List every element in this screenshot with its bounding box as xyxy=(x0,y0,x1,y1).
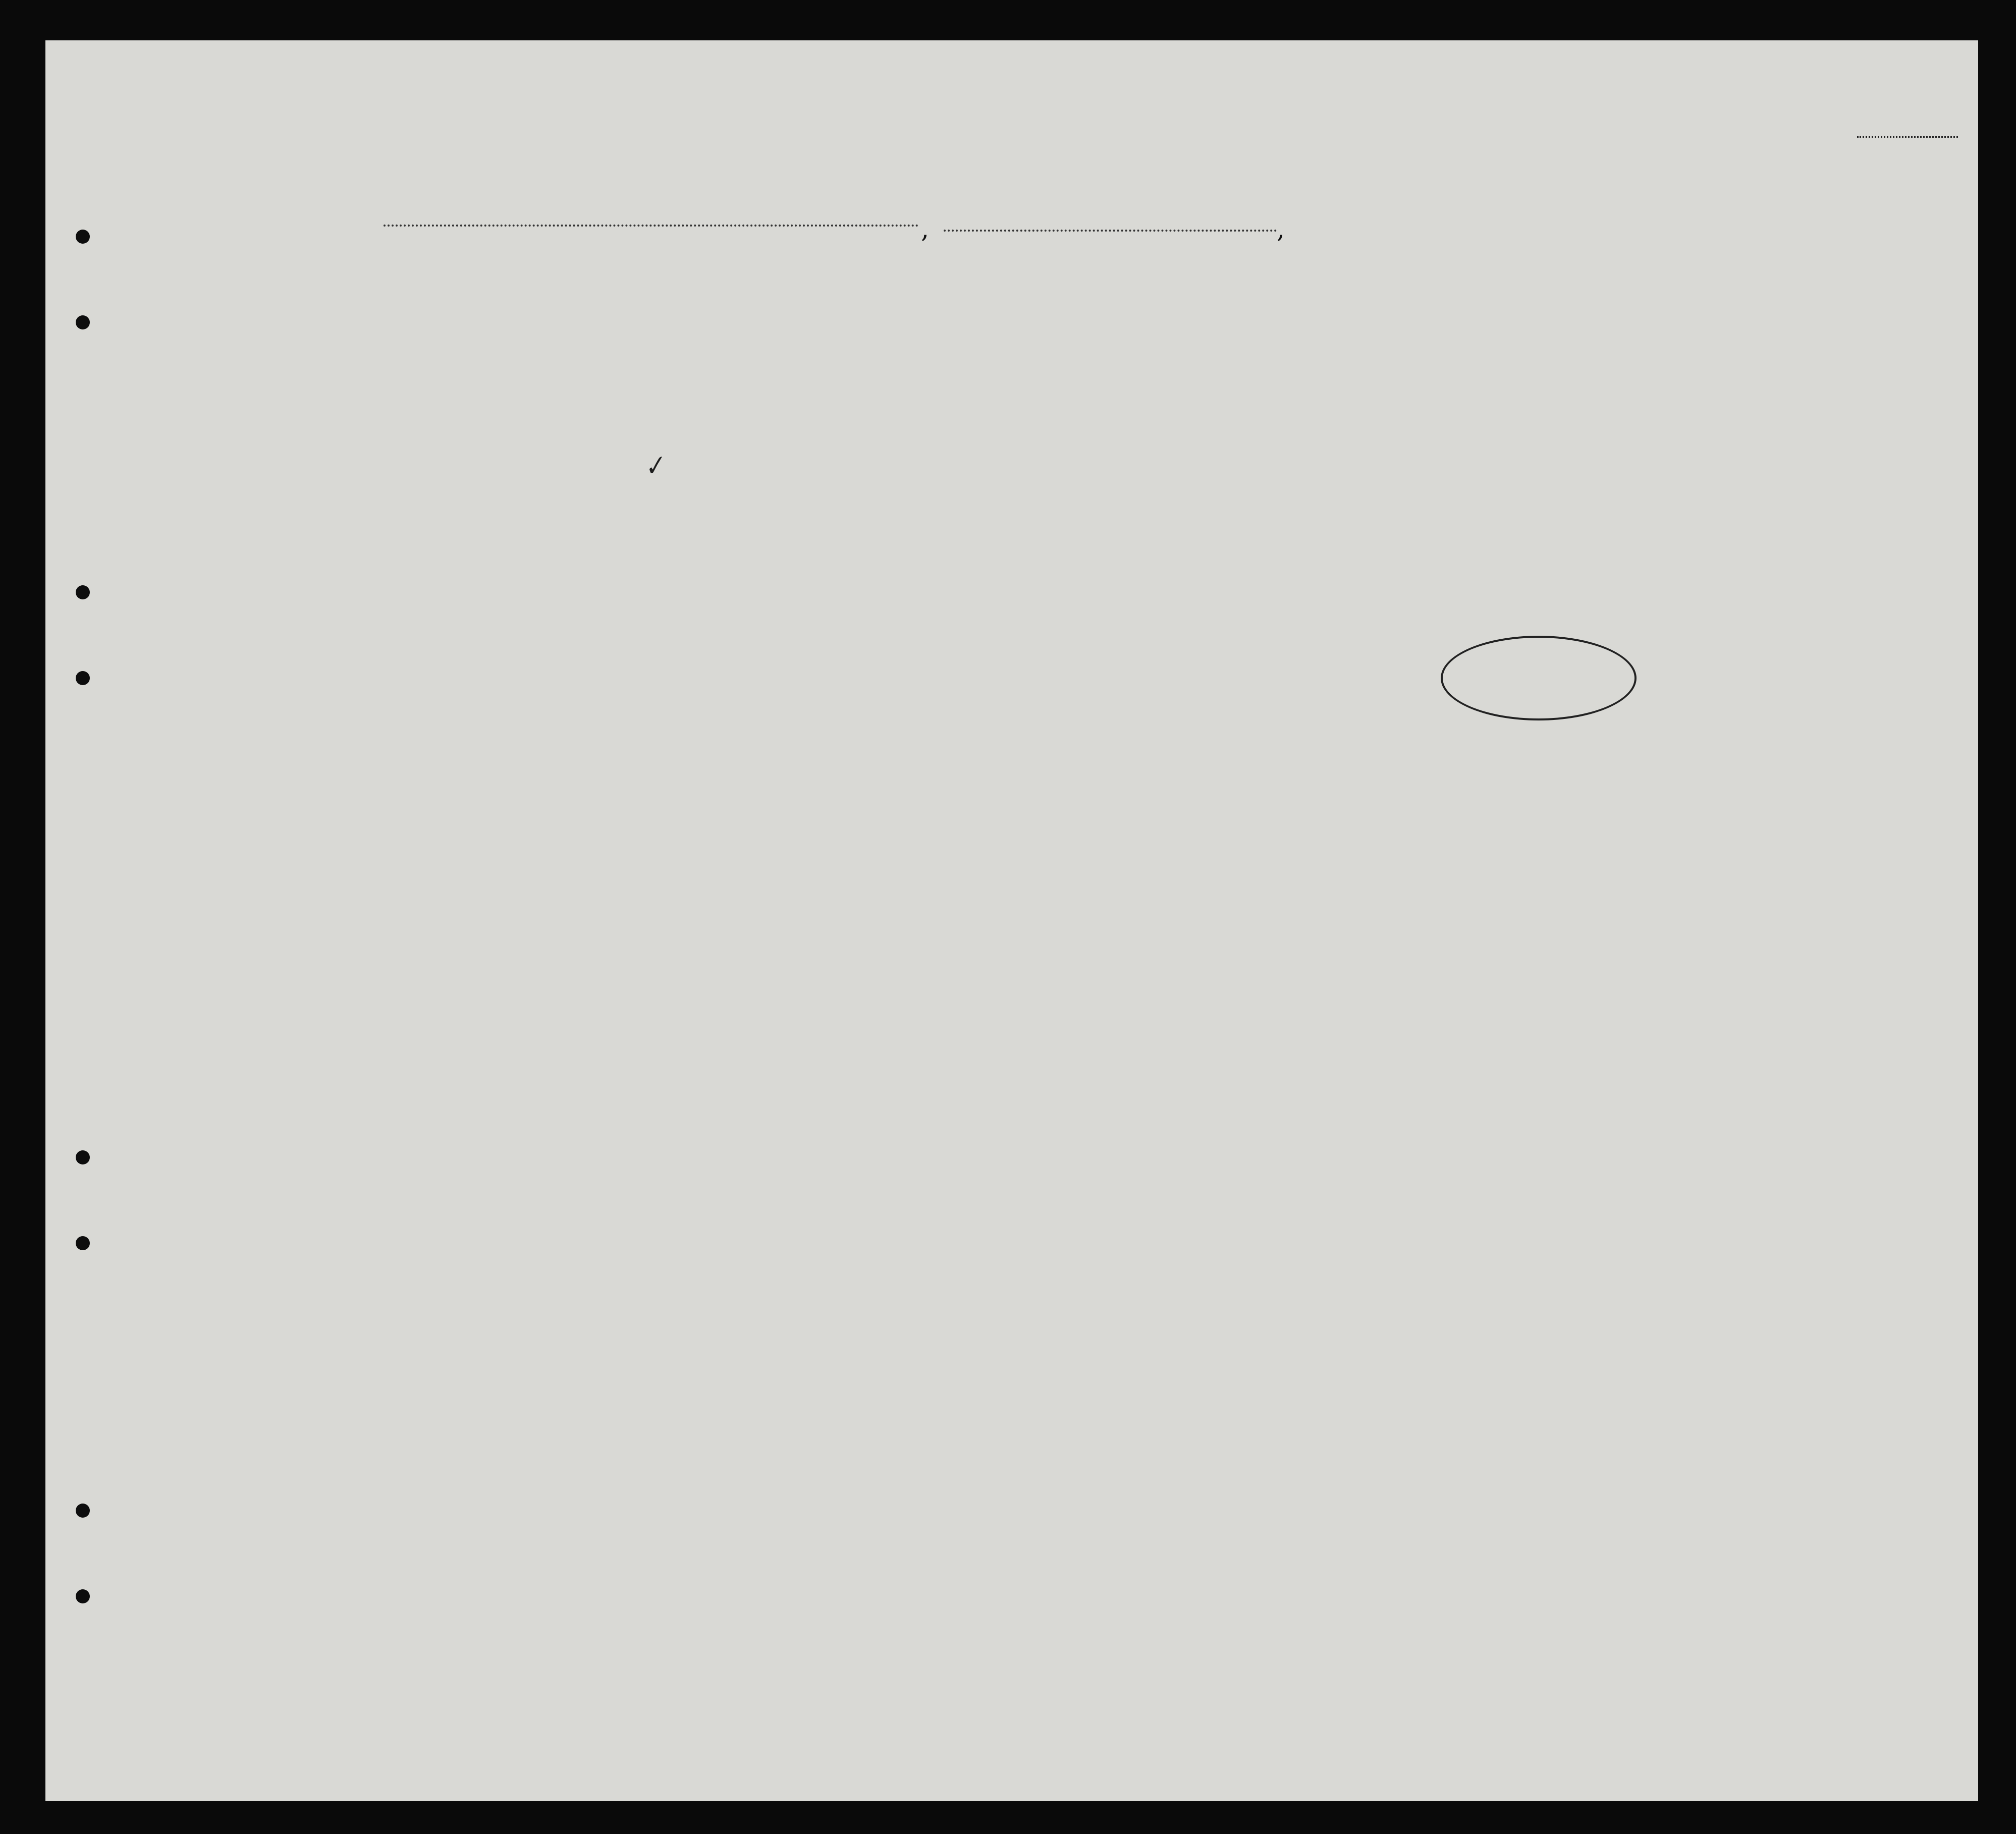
table-grid xyxy=(45,40,1978,1801)
binding-hole xyxy=(76,1504,90,1518)
binding-hole xyxy=(76,671,90,685)
hw-r1-ticket-mark: ✓ xyxy=(640,449,668,483)
date-comma: , xyxy=(921,214,929,244)
binding-hole xyxy=(76,1589,90,1603)
binding-hole xyxy=(76,585,90,599)
hw-circle xyxy=(1441,636,1637,720)
year-comma: , xyxy=(1277,214,1285,244)
binding-hole xyxy=(76,230,90,244)
binding-hole xyxy=(76,1236,90,1250)
binding-hole xyxy=(76,315,90,329)
manifest-sheet xyxy=(45,40,1978,1801)
binding-hole xyxy=(76,1150,90,1164)
